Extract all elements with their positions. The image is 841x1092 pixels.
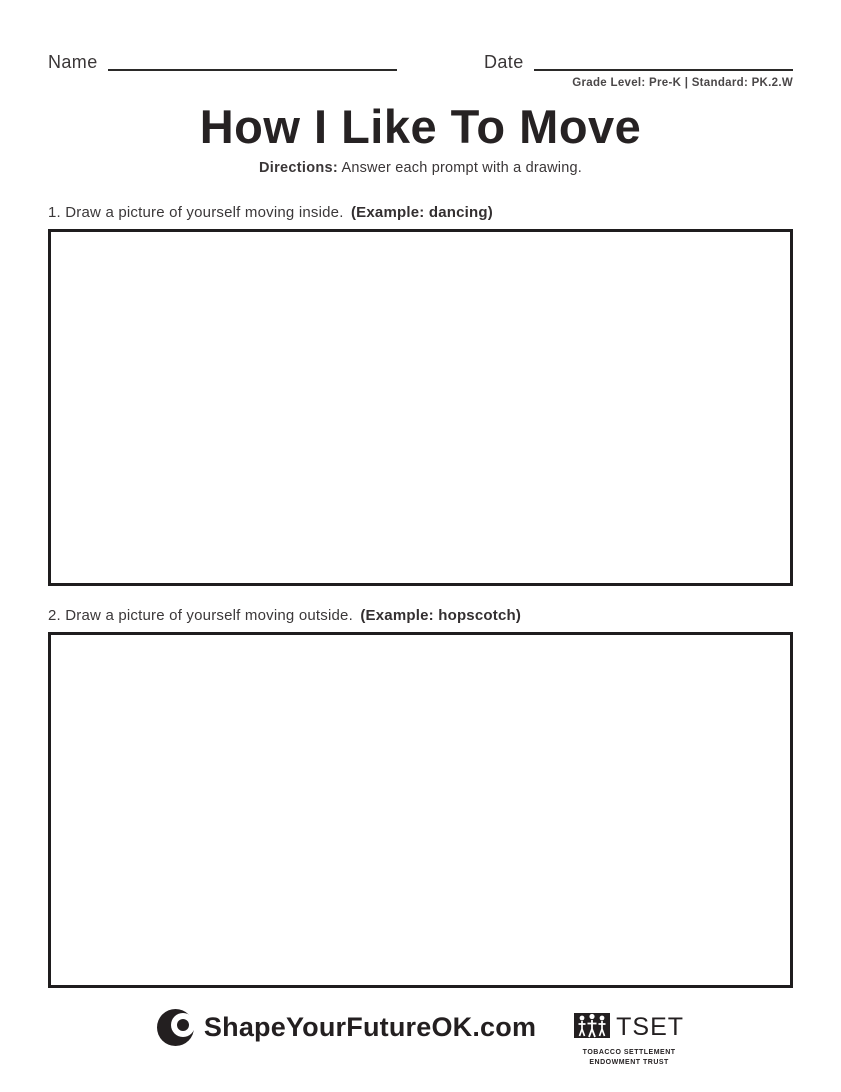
date-label: Date xyxy=(484,52,524,72)
tset-subtitle-line-2: ENDOWMENT TRUST xyxy=(589,1059,669,1067)
prompt-1-question: 1. Draw a picture of yourself moving inside. xyxy=(48,203,344,221)
shape-your-future-brand xyxy=(157,1008,536,1048)
website-url-text: ShapeYourFutureOK.com xyxy=(203,1012,537,1043)
drawing-box-2[interactable] xyxy=(48,632,793,988)
prompt-2-example: (Example: hopscotch) xyxy=(360,606,522,624)
shape-your-future-crescent-icon xyxy=(157,1009,194,1046)
prompt-2 xyxy=(48,607,793,624)
page-title: How I Like To Move xyxy=(199,100,642,153)
footer xyxy=(48,1008,793,1069)
tset-acronym-text: TSET xyxy=(616,1013,685,1042)
drawing-box-1[interactable] xyxy=(48,229,793,586)
directions-text: Answer each prompt with a drawing. xyxy=(341,159,582,176)
tset-subtitle xyxy=(583,1048,676,1069)
prompt-1 xyxy=(48,204,793,221)
prompt-2-question: 2. Draw a picture of yourself moving outside. xyxy=(48,606,353,624)
date-write-line[interactable] xyxy=(534,57,793,71)
directions-line xyxy=(48,160,793,176)
tset-subtitle-line-1: TOBACCO SETTLEMENT xyxy=(582,1048,676,1056)
name-date-row xyxy=(48,53,793,72)
grade-standard-text: Grade Level: Pre-K | Standard: PK.2.W xyxy=(572,77,793,89)
tset-logo-top xyxy=(574,1012,684,1044)
prompt-1-example: (Example: dancing) xyxy=(350,203,493,221)
tset-logo xyxy=(574,1012,684,1069)
name-label: Name xyxy=(48,52,98,72)
date-field xyxy=(484,53,793,72)
name-write-line[interactable] xyxy=(108,57,397,71)
name-field xyxy=(48,53,397,72)
directions-label: Directions: xyxy=(258,159,339,176)
tset-figures-icon xyxy=(574,1012,610,1044)
